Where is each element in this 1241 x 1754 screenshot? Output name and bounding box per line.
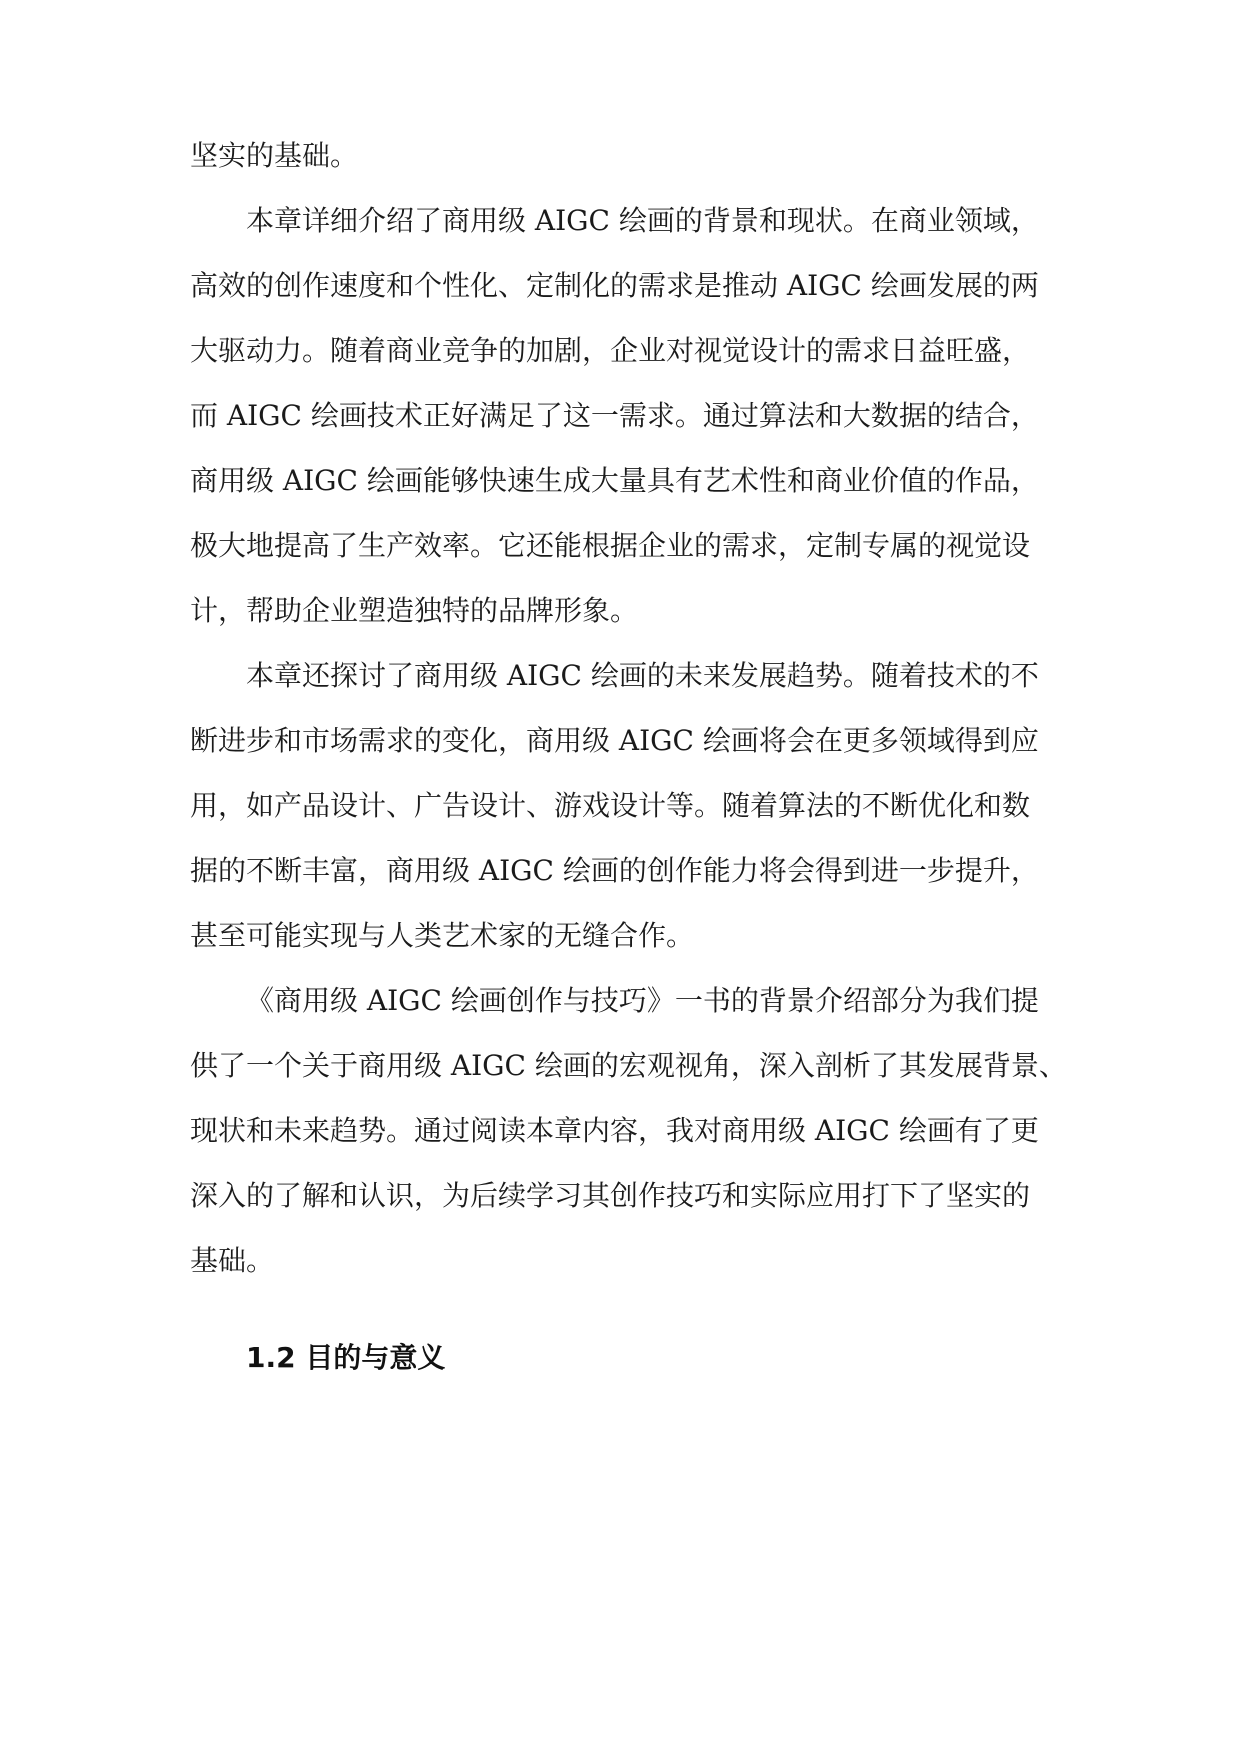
text-line: 据的不断丰富，商用级 AIGC 绘画的创作能力将会得到进一步提升， (190, 854, 1039, 887)
section-heading: 1.2 目的与意义 (246, 1341, 446, 1374)
text-line: 高效的创作速度和个性化、定制化的需求是推动 AIGC 绘画发展的两 (190, 269, 1039, 302)
text-line: 断进步和市场需求的变化，商用级 AIGC 绘画将会在更多领域得到应 (190, 724, 1039, 757)
text-line: 用，如产品设计、广告设计、游戏设计等。随着算法的不断优化和数 (190, 789, 1031, 822)
text-line: 商用级 AIGC 绘画能够快速生成大量具有艺术性和商业价值的作品， (190, 464, 1039, 497)
text-line: 基础。 (190, 1244, 275, 1277)
text-line: 大驱动力。随着商业竞争的加剧，企业对视觉设计的需求日益旺盛， (190, 334, 1031, 367)
text-line: 计，帮助企业塑造独特的品牌形象。 (190, 594, 639, 627)
paragraph-first-line: 《商用级 AIGC 绘画创作与技巧》一书的背景介绍部分为我们提 (246, 984, 1039, 1017)
text-line: 坚实的基础。 (190, 139, 359, 172)
text-line: 深入的了解和认识，为后续学习其创作技巧和实际应用打下了坚实的 (190, 1179, 1031, 1212)
text-line: 甚至可能实现与人类艺术家的无缝合作。 (190, 919, 695, 952)
text-line: 极大地提高了生产效率。它还能根据企业的需求，定制专属的视觉设 (190, 529, 1031, 562)
text-line: 而 AIGC 绘画技术正好满足了这一需求。通过算法和大数据的结合， (190, 399, 1039, 432)
text-line: 供了一个关于商用级 AIGC 绘画的宏观视角，深入剖析了其发展背景、 (190, 1049, 1067, 1082)
text-line: 现状和未来趋势。通过阅读本章内容，我对商用级 AIGC 绘画有了更 (190, 1114, 1039, 1147)
paragraph-first-line: 本章详细介绍了商用级 AIGC 绘画的背景和现状。在商业领域， (246, 204, 1039, 237)
paragraph-first-line: 本章还探讨了商用级 AIGC 绘画的未来发展趋势。随着技术的不 (246, 659, 1039, 692)
